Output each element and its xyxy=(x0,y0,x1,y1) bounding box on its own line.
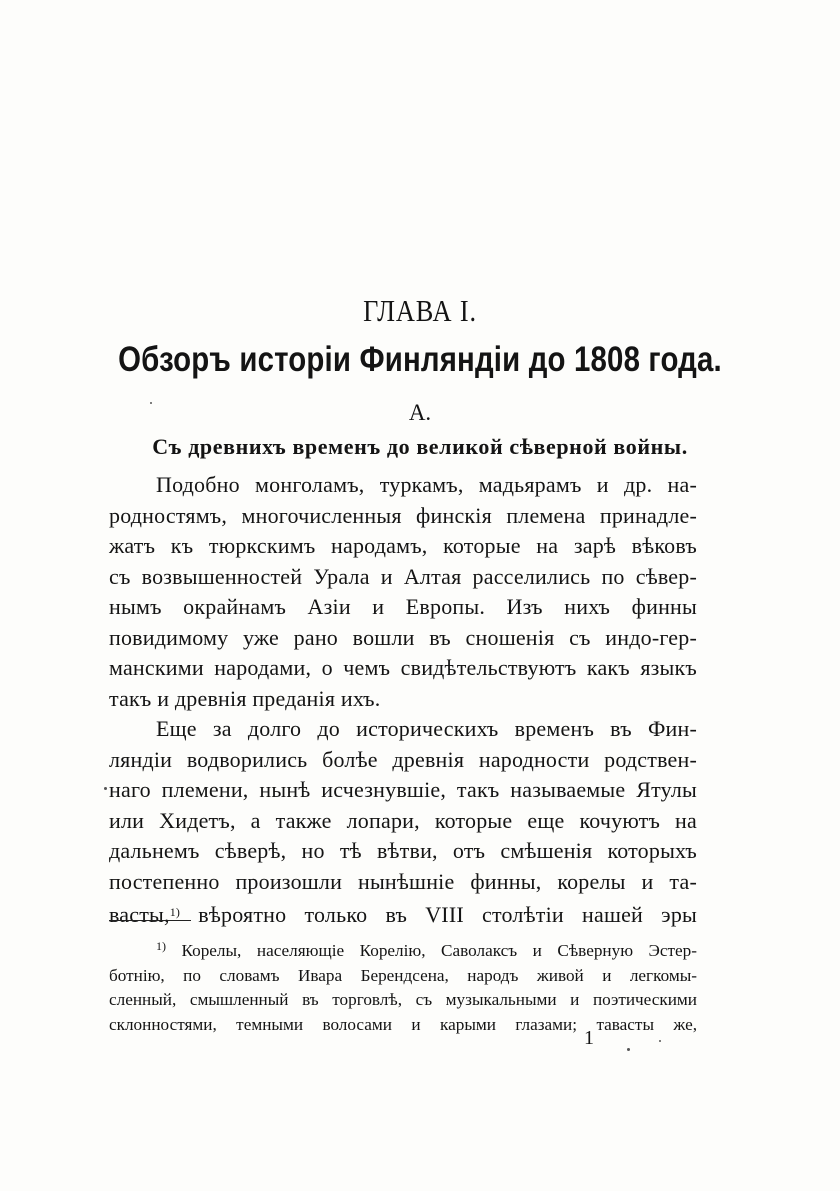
text-line: Подобно монголамъ, туркамъ, мадьярамъ и др. на- xyxy=(156,472,697,497)
scan-speck xyxy=(659,1040,661,1042)
footnote xyxy=(109,934,697,1037)
text-line: съ возвышенностей Урала и Алтая расселились по сѣвер- xyxy=(109,563,697,589)
text-line: постепенно произошли нынѣшніе финны, корелы и та- xyxy=(109,868,697,894)
text-line: наго племени, нынѣ исчезнувшіе, такъ называемые Ятулы xyxy=(109,777,697,802)
text-line: Еще за долго до историческихъ временъ въ Фин- xyxy=(156,716,697,741)
text-line xyxy=(109,897,697,931)
body-text xyxy=(109,470,697,931)
footnote-mark: 1) xyxy=(156,939,166,953)
chapter-title: Обзоръ исторіи Финляндіи до 1808 года. xyxy=(118,340,722,379)
footnote-line: склонностями, темными волосами и карыми глазами; тавасты же, xyxy=(109,1014,697,1034)
scan-speck xyxy=(150,402,152,404)
text-fragment: вѣроятно только въ VIII столѣтіи нашей эры xyxy=(180,902,697,927)
text-line: или Хидетъ, а также лопари, которые еще кочуютъ на xyxy=(109,807,697,833)
section-title: Съ древнихъ временъ до великой сѣверной войны. xyxy=(152,434,688,459)
text-line: такъ и древнія преданія ихъ. xyxy=(109,685,381,711)
text-line: повидимому уже рано вошли въ сношенія съ индо-гер- xyxy=(109,624,697,650)
scan-speck xyxy=(104,787,107,790)
footnote-line: сленный, смышленный въ торговлѣ, съ музыкальными и поэтическими xyxy=(109,990,697,1009)
footnote-divider xyxy=(109,920,191,921)
footnote-fragment: Корелы, населяющіе Корелію, Саволаксъ и Сѣверную Эстер- xyxy=(166,941,697,960)
footnote-line xyxy=(109,934,697,964)
text-line: родностямъ, многочисленныя финскія племена принадле- xyxy=(109,502,697,528)
text-line: нымъ окрайнамъ Азіи и Европы. Изъ нихъ финны xyxy=(109,594,697,619)
text-line: дальнемъ сѣверѣ, но тѣ вѣтви, отъ смѣшенія которыхъ xyxy=(109,838,697,863)
text-line: жатъ къ тюркскимъ народамъ, которые на зарѣ вѣковъ xyxy=(109,533,697,558)
paragraph-2 xyxy=(109,714,697,931)
text-line: манскими народами, о чемъ свидѣтельствуютъ какъ языкъ xyxy=(109,655,697,680)
section-letter: А. xyxy=(408,400,432,425)
text-fragment: васты, xyxy=(109,902,170,927)
footnote-line: ботнію, по словамъ Ивара Берендсена, народъ живой и легкомы- xyxy=(109,965,697,985)
text-line: ляндіи водворились болѣе древнія народности родствен- xyxy=(109,746,697,772)
chapter-heading: ГЛАВА I. xyxy=(363,293,477,328)
footnote-reference[interactable]: 1) xyxy=(169,905,181,919)
scan-speck xyxy=(627,1048,630,1051)
page-number: 1 xyxy=(584,1027,594,1049)
paragraph-1 xyxy=(109,470,697,714)
